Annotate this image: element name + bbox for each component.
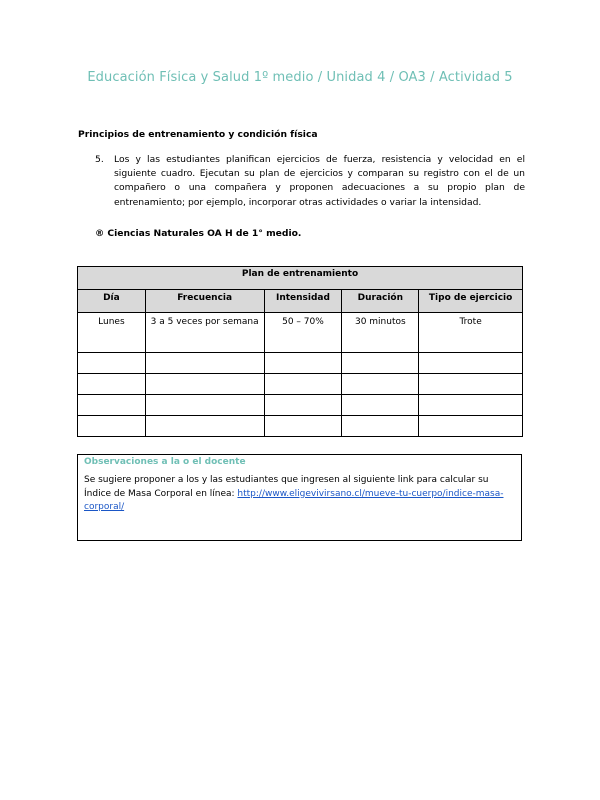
table-cell xyxy=(264,374,342,395)
table-cell xyxy=(145,353,264,374)
column-header-frequency: Frecuencia xyxy=(145,290,264,313)
table-cell: Trote xyxy=(419,313,523,353)
table-cell xyxy=(145,374,264,395)
table-row xyxy=(78,313,523,353)
table-cell xyxy=(419,395,523,416)
table-cell xyxy=(342,395,419,416)
table-cell: 30 minutos xyxy=(342,313,419,353)
table-cell xyxy=(342,353,419,374)
table-cell: 3 a 5 veces por semana xyxy=(145,313,264,353)
table-cell xyxy=(78,395,146,416)
table-cell xyxy=(78,374,146,395)
table-row-empty xyxy=(78,353,523,374)
table-cell xyxy=(342,416,419,437)
curriculum-reference: ® Ciencias Naturales OA H de 1° medio. xyxy=(95,228,302,239)
table-cell xyxy=(419,416,523,437)
table-cell: 50 – 70% xyxy=(264,313,342,353)
table-title: Plan de entrenamiento xyxy=(78,267,523,290)
table-header-row xyxy=(78,290,523,313)
observations-title: Observaciones a la o el docente xyxy=(84,457,246,467)
column-header-exercise-type: Tipo de ejercicio xyxy=(419,290,523,313)
table-cell xyxy=(264,395,342,416)
table-row-empty xyxy=(78,395,523,416)
bmi-calculator-link[interactable]: http://www.eligevivirsano.cl/mueve-tu-cuerpo/indice-masa-corporal/ xyxy=(84,488,504,512)
column-header-duration: Duración xyxy=(342,290,419,313)
table-cell: Lunes xyxy=(78,313,146,353)
observations-text xyxy=(84,474,515,515)
table-row-empty xyxy=(78,374,523,395)
table-title-row xyxy=(78,267,523,290)
teacher-observations-box xyxy=(77,454,522,541)
column-header-day: Día xyxy=(78,290,146,313)
column-header-intensity: Intensidad xyxy=(264,290,342,313)
activity-item xyxy=(95,153,525,210)
table-cell xyxy=(78,353,146,374)
table-row-empty xyxy=(78,416,523,437)
training-plan-table xyxy=(77,266,523,437)
table-cell xyxy=(145,395,264,416)
activity-text: Los y las estudiantes planifican ejercicios de fuerza, resistencia y velocidad en el siguiente cuadro. Ejecutan su plan de ejercicios y comparan su registro con el de un compañero o una compañera y proponen adecuaciones a su propio plan de entrenamiento; por ejemplo, incorporar otras actividades o variar la intensidad. xyxy=(114,154,525,208)
table-cell xyxy=(419,374,523,395)
observations-body: Se sugiere proponer a los y las estudiantes que ingresen al siguiente link para calcular su Índice de Masa Corporal en línea: xyxy=(84,475,489,499)
page-header: Educación Física y Salud 1º medio / Unidad 4 / OA3 / Actividad 5 xyxy=(87,70,513,85)
table-cell xyxy=(145,416,264,437)
table-cell xyxy=(264,353,342,374)
table-cell xyxy=(419,353,523,374)
table-cell xyxy=(264,416,342,437)
table-cell xyxy=(78,416,146,437)
section-title: Principios de entrenamiento y condición física xyxy=(78,129,318,140)
activity-number: 5. xyxy=(95,154,104,165)
table-cell xyxy=(342,374,419,395)
